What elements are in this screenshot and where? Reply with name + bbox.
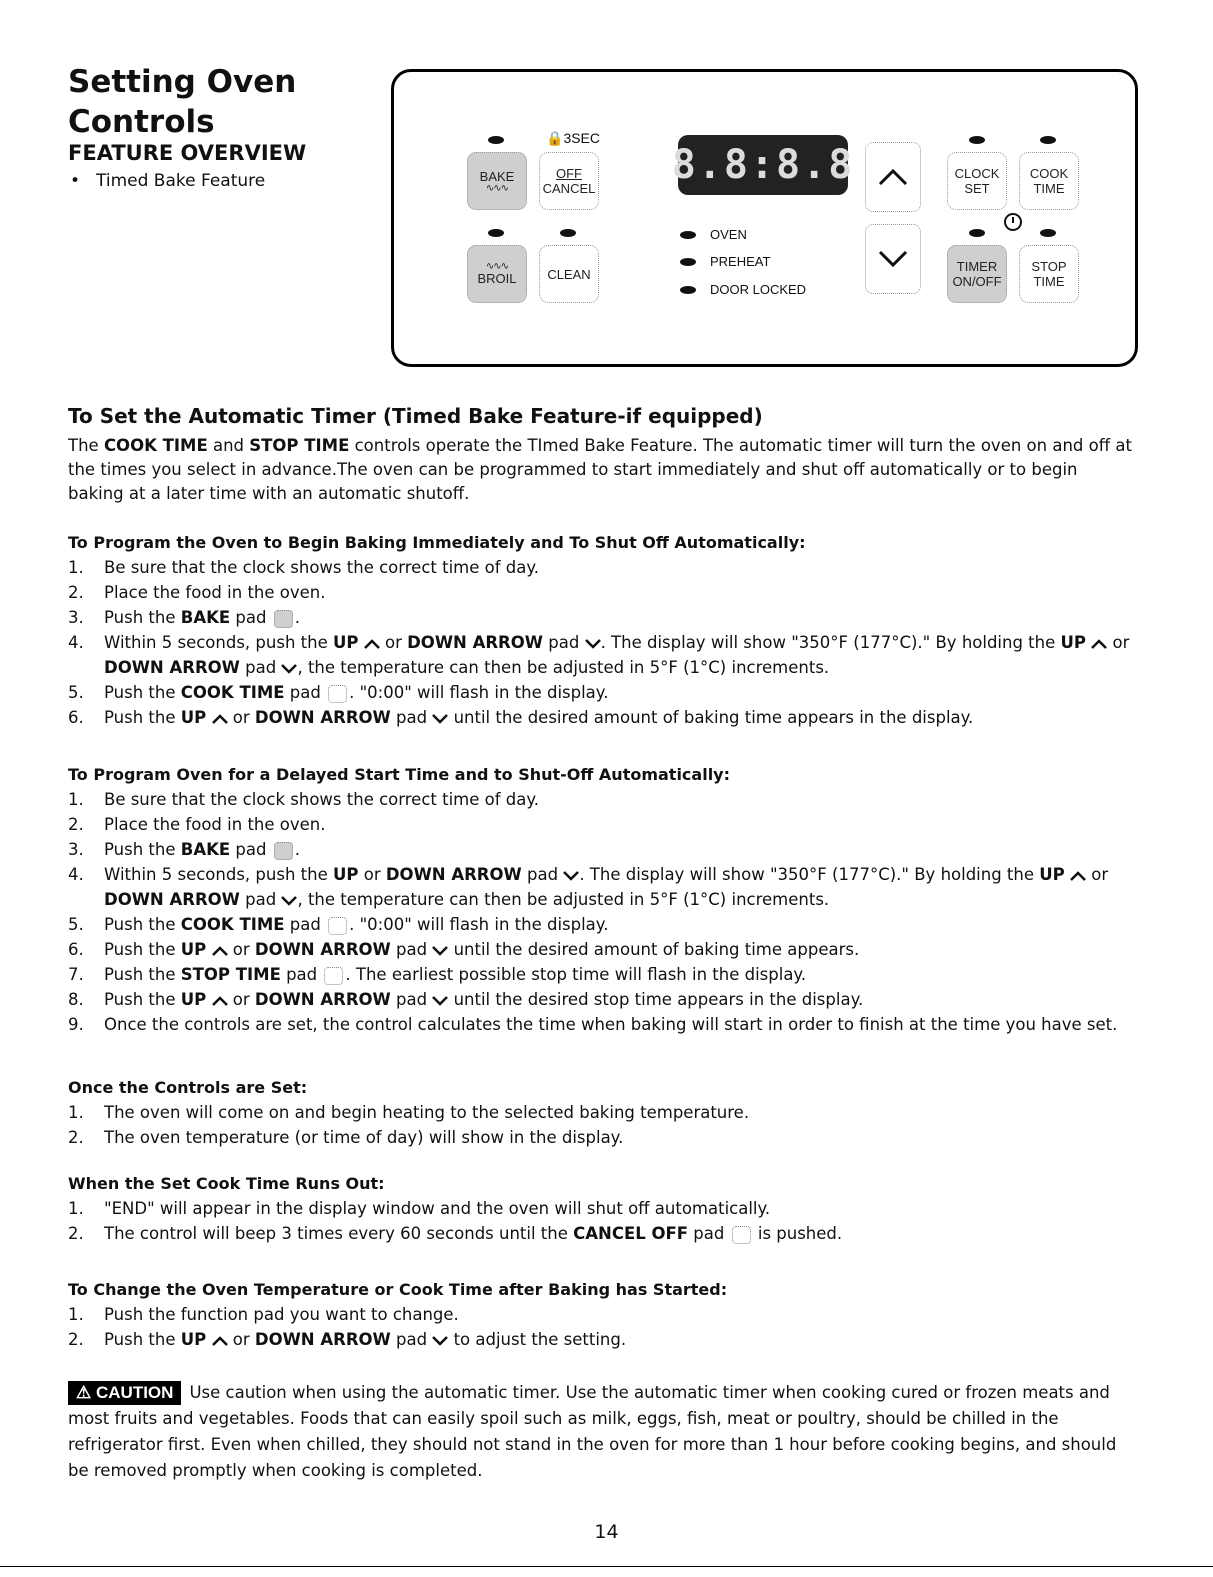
step-number: 4. [68,865,84,884]
bake-pad-icon [274,610,293,628]
clean-pad-label: CLEAN [547,266,591,282]
cook-time-indicator-led [1040,136,1056,144]
list-item [68,1221,1148,1246]
step-text: Push the [104,1330,181,1349]
down-arrow-icon [432,996,448,1006]
step-text: . "0:00" will flash in the display. [349,683,609,702]
step-text: pad [284,683,321,702]
control-panel [391,69,1138,367]
once-set-steps [68,1100,1148,1150]
caution-paragraph [68,1380,1138,1484]
step-bold: COOK TIME [180,915,285,934]
down-arrow-icon [432,714,448,724]
intro-paragraph [68,434,1138,506]
door-locked-led [680,286,696,294]
step-text: pad [284,915,321,934]
step-number: 6. [68,940,84,959]
step-text: Push the [104,915,181,934]
intro-text: The [68,436,104,455]
clock-indicator-led [969,136,985,144]
step-text: Be sure that the clock shows the correct time of day. [104,790,540,809]
step-text: pad [390,940,428,959]
stop-time-pad[interactable] [1019,245,1079,303]
lock-label: 3SEC [563,130,601,146]
list-item [68,862,1148,912]
down-arrow-icon [878,250,908,268]
cook-time-pad[interactable] [1019,152,1079,210]
clock-set-pad[interactable] [947,152,1007,210]
broil-wave-icon: ∿∿∿ [485,261,509,272]
step-number: 2. [68,1224,84,1243]
off-cancel-pad-icon [732,1226,751,1244]
delayed-steps [68,787,1148,1037]
list-item [68,962,1148,987]
step-bold: DOWN ARROW [254,990,391,1009]
lock-indicator [546,130,600,147]
step-bold: UP [1039,865,1065,884]
step-text: Push the [104,683,181,702]
step-bold: UP [180,940,207,959]
list-item [68,937,1148,962]
step-text: Push the [104,990,181,1009]
door-locked-status [680,282,806,297]
list-item [68,912,1148,937]
timer-indicator-led [969,229,985,237]
step-text: pad [543,633,580,652]
list-item [68,1125,1148,1150]
bake-indicator-led [488,136,504,144]
runs-out-steps [68,1196,1148,1246]
list-item [68,1100,1148,1125]
preheat-status [680,254,770,269]
step-number: 1. [68,1305,84,1324]
feature-bullet [70,171,265,191]
stop-time-pad-icon [324,967,343,985]
step-number: 5. [68,683,84,702]
intro-text: and [207,436,250,455]
down-arrow-icon [585,639,601,649]
step-number: 7. [68,965,84,984]
step-bold: DOWN ARROW [254,1330,391,1349]
step-text: pad [230,608,267,627]
step-text: Push the [104,840,181,859]
up-arrow-icon [1091,639,1107,649]
step-number: 1. [68,558,84,577]
step-bold: DOWN ARROW [104,658,240,677]
step-number: 8. [68,990,84,1009]
digital-display: 8.8:8.8 [678,135,848,195]
list-item [68,1196,1148,1221]
step-bold: BAKE [180,608,231,627]
step-bold: DOWN ARROW [385,865,522,884]
step-text: . The earliest possible stop time will flash in the display. [345,965,807,984]
once-set-heading: Once the Controls are Set: [68,1078,308,1097]
cook-time-pad-icon [328,685,347,703]
step-text: . The display will show "350°F (177°C)." By holding the [579,865,1040,884]
step-text: until the desired amount of baking time appears in the display. [448,708,974,727]
step-text: Place the food in the oven. [104,815,326,834]
lock-icon: 🔒 [546,130,564,146]
down-arrow-icon [281,664,297,674]
up-arrow-icon [1070,871,1086,881]
step-text: The oven temperature (or time of day) will show in the display. [104,1128,624,1147]
list-item [68,630,1148,680]
step-text: Place the food in the oven. [104,583,326,602]
step-text: The oven will come on and begin heating to the selected baking temperature. [104,1103,750,1122]
warning-icon: ⚠ [76,1383,92,1402]
step-text: Once the controls are set, the control calculates the time when baking will start in order to finish at the time you have set. [104,1015,1118,1034]
down-arrow-icon [432,1336,448,1346]
cancel-pad-label: CANCEL [542,181,596,196]
stop-pad-label: STOP [1031,259,1067,274]
bake-pad[interactable] [467,152,527,210]
timer-on-off-pad[interactable] [947,245,1007,303]
list-item: 3. Push the BAKE pad . [68,837,1148,862]
step-bold: CANCEL OFF [573,1224,689,1243]
stop-time-pad-label: TIME [1033,274,1065,289]
up-arrow-icon [212,946,228,956]
up-arrow-pad[interactable] [865,142,921,212]
step-number: 6. [68,708,84,727]
list-item [68,1327,1148,1352]
page-number: 14 [594,1521,619,1543]
step-text: or [227,990,255,1009]
change-heading: To Change the Oven Temperature or Cook Time after Baking has Started: [68,1280,728,1299]
step-text: or [1107,633,1130,652]
bottom-rule [0,1566,1213,1567]
step-text: until the desired amount of baking time appears. [448,940,860,959]
title-line-2: Controls [68,104,215,140]
preheat-status-label: PREHEAT [710,254,771,269]
step-text: or [227,940,255,959]
bake-pad-icon [274,842,293,860]
stop-time-indicator-led [1040,229,1056,237]
list-item [68,680,1148,705]
bullet-dot-icon: • [70,171,81,191]
step-text: pad [390,1330,428,1349]
step-bold: UP [180,1330,207,1349]
door-locked-status-label: DOOR LOCKED [710,282,807,297]
step-text: . The display will show "350°F (177°C)." By holding the [600,633,1061,652]
step-text: Push the [104,708,181,727]
caution-badge-label: CAUTION [95,1383,174,1402]
step-text: to adjust the setting. [448,1330,627,1349]
step-text: or [1086,865,1109,884]
step-text: Push the [104,608,181,627]
step-number: 1. [68,790,84,809]
caution-text: Use caution when using the automatic timer. Use the automatic timer when cooking cured or frozen meats and most fruits and vegetables. Foods that can easily spoil such as milk, eggs, fish, meat or poultry, should be chilled in the refrigerator first. Even when chilled, they should not stand in the oven for more than 1 hour before cooking begins, and should be removed promptly when cooking is completed. [68,1383,1117,1480]
step-text: pad [390,990,428,1009]
step-text: Push the [104,940,181,959]
feature-bullet-text: Timed Bake Feature [96,171,266,191]
step-number: 2. [68,583,84,602]
step-text: pad [390,708,428,727]
immediate-steps [68,555,1148,730]
step-bold: UP [180,990,207,1009]
step-text: pad [239,890,277,909]
step-text: , the temperature can then be adjusted in 5°F (1°C) increments. [297,890,830,909]
step-text: Push the [104,965,181,984]
step-text: pad [280,965,318,984]
set-pad-label: SET [964,181,990,196]
immediate-heading: To Program the Oven to Begin Baking Immediately and To Shut Off Automatically: [68,533,806,552]
step-text: The control will beep 3 times every 60 seconds until the [104,1224,574,1243]
delayed-heading: To Program Oven for a Delayed Start Time and to Shut-Off Automatically: [68,765,731,784]
feature-overview-heading: FEATURE OVERVIEW [68,141,307,165]
list-item [68,580,1148,605]
step-text: . "0:00" will flash in the display. [349,915,609,934]
broil-pad[interactable] [467,245,527,303]
step-bold: BAKE [180,840,231,859]
page-title [68,62,368,142]
down-arrow-icon [432,946,448,956]
step-text: or [358,865,386,884]
timer-pad-label: TIMER [956,259,998,274]
step-text: "END" will appear in the display window and the oven will shut off automatically. [104,1199,771,1218]
step-bold: DOWN ARROW [407,633,543,652]
broil-indicator-led [488,229,504,237]
clean-pad[interactable] [539,245,599,303]
preheat-led [680,258,696,266]
step-number: 2. [68,1330,84,1349]
step-number: 2. [68,1128,84,1147]
step-text: pad [230,840,267,859]
step-text: pad [688,1224,725,1243]
off-cancel-pad[interactable] [539,152,599,210]
cook-time-pad-icon [328,917,347,935]
step-text: Within 5 seconds, push the [104,633,333,652]
timer-clock-icon [1004,213,1022,231]
cook-pad-label: COOK [1029,166,1069,181]
step-text: , the temperature can then be adjusted in 5°F (1°C) increments. [297,658,830,677]
step-bold: DOWN ARROW [254,708,391,727]
step-bold: COOK TIME [180,683,285,702]
broil-pad-label: BROIL [477,271,517,286]
list-item [68,787,1148,812]
step-number: 3. [68,840,84,859]
step-bold: STOP TIME [180,965,281,984]
oven-led [680,231,696,239]
oven-status [680,227,747,242]
cook-time-pad-label: TIME [1033,181,1065,196]
oven-status-label: OVEN [710,227,747,242]
step-number: 9. [68,1015,84,1034]
list-item [68,1012,1148,1037]
off-pad-label: OFF [556,166,582,181]
automatic-timer-heading: To Set the Automatic Timer (Timed Bake Feature-if equipped) [68,404,763,428]
step-bold: DOWN ARROW [104,890,240,909]
step-bold: UP [1060,633,1087,652]
change-steps [68,1302,1148,1352]
step-number: 1. [68,1199,84,1218]
list-item [68,812,1148,837]
clean-indicator-led [560,229,576,237]
step-text: until the desired stop time appears in the display. [448,990,864,1009]
up-arrow-icon [212,996,228,1006]
step-number: 4. [68,633,84,652]
intro-bold-cook-time: COOK TIME [103,436,208,455]
list-item: 3. Push the BAKE pad . [68,605,1148,630]
step-bold: UP [180,708,207,727]
step-number: 2. [68,815,84,834]
list-item [68,555,1148,580]
down-arrow-icon [563,871,579,881]
step-text: or [227,1330,255,1349]
step-text: or [227,708,255,727]
step-bold: UP [332,633,359,652]
list-item [68,1302,1148,1327]
caution-badge [68,1381,181,1405]
step-text: pad [521,865,559,884]
step-text: pad [239,658,277,677]
runs-out-heading: When the Set Cook Time Runs Out: [68,1174,385,1193]
up-arrow-icon [364,639,380,649]
bake-pad-label: BAKE [479,169,515,184]
step-text: is pushed. [752,1224,843,1243]
step-number: 5. [68,915,84,934]
list-item [68,987,1148,1012]
step-bold: UP [332,865,359,884]
step-number: 3. [68,608,84,627]
clock-pad-label: CLOCK [954,166,1000,181]
on-off-pad-label: ON/OFF [952,274,1002,289]
bake-wave-icon: ∿∿∿ [485,183,509,194]
down-arrow-pad[interactable] [865,224,921,294]
step-text: or [379,633,408,652]
title-line-1: Setting Oven [68,64,297,100]
step-number: 1. [68,1103,84,1122]
down-arrow-icon [281,896,297,906]
step-bold: DOWN ARROW [254,940,391,959]
list-item [68,705,1148,730]
intro-bold-stop-time: STOP TIME [249,436,350,455]
step-text: Within 5 seconds, push the [104,865,333,884]
intro-text: controls operate the TImed Bake Feature. The automatic timer will turn the oven on and off at the times you select in advance.The oven can be programmed to start immediately and shut off automatically or to begin baking at a later time with an automatic shutoff. [68,436,1132,503]
up-arrow-icon [212,1336,228,1346]
step-text: Push the function pad you want to change. [104,1305,459,1324]
up-arrow-icon [878,168,908,186]
up-arrow-icon [212,714,228,724]
step-text: Be sure that the clock shows the correct time of day. [104,558,540,577]
